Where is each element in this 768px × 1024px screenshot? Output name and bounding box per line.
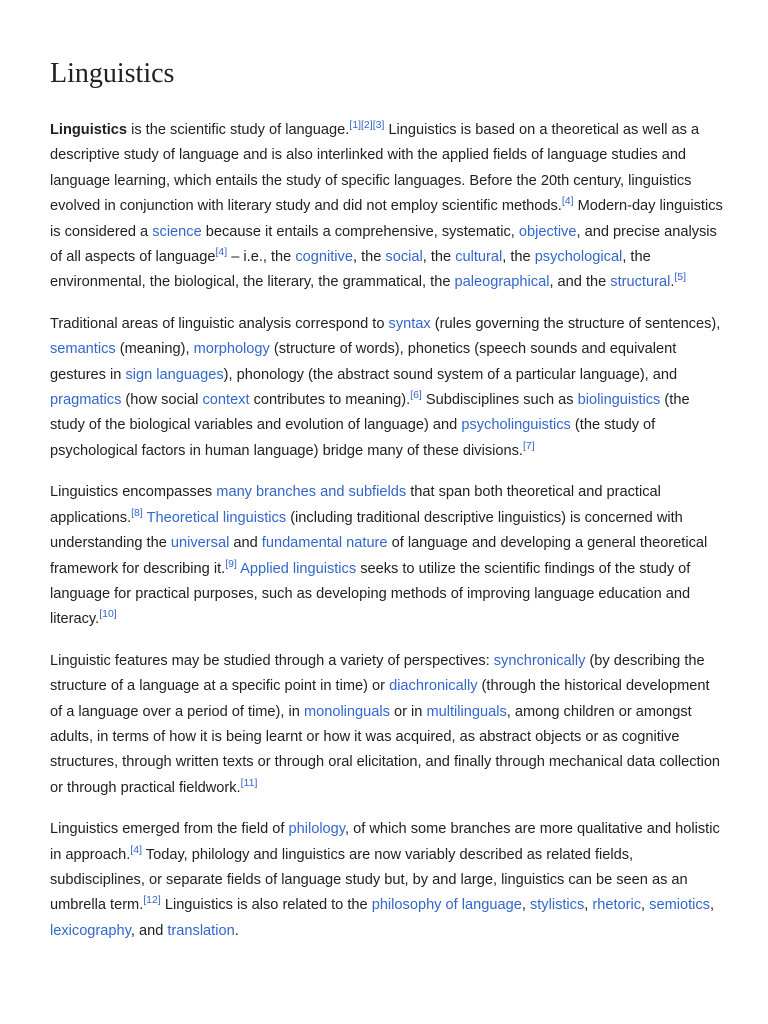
paragraph-text: of language and developing a general theoretical framework for describing it. <box>50 535 708 577</box>
citation-ref[interactable]: [4] <box>215 246 228 259</box>
paragraph-text: Linguistics is also related to the <box>160 897 372 914</box>
article-link[interactable]: pragmatics <box>50 392 122 409</box>
article-link[interactable]: philology <box>288 821 346 838</box>
article-link[interactable]: fundamental nature <box>261 535 388 552</box>
paragraph-text: Today, philology and linguistics are now variably described as related fields, subdisciplines, or separate fields of language study but, by and large, linguistics can be seen as an umbrella term. <box>50 846 688 914</box>
paragraph-text: , <box>709 897 715 914</box>
citation-ref[interactable]: [5] <box>674 271 687 284</box>
article-link[interactable]: structural <box>610 274 671 291</box>
article-paragraph <box>50 817 725 944</box>
paragraph-text: , the environmental, the biological, the literary, the grammatical, the <box>50 249 651 291</box>
paragraph-text: that span both theoretical and practical applications. <box>50 484 661 526</box>
citation-ref[interactable]: [10] <box>99 608 117 621</box>
paragraph-text: Subdisciplines such as <box>421 392 578 409</box>
article-link[interactable]: sign languages <box>125 366 224 383</box>
article-link[interactable]: stylistics <box>529 897 585 914</box>
citation-ref[interactable]: [6] <box>410 389 422 402</box>
article-link[interactable]: syntax <box>388 315 431 332</box>
paragraph-text: (structure of words), <box>269 341 408 358</box>
paragraph-text: Linguistics emerged from the field of <box>50 821 289 838</box>
article-content <box>50 118 725 960</box>
article-link[interactable]: synchronically <box>493 652 586 669</box>
paragraph-text: contributes to meaning). <box>249 392 411 409</box>
article-link[interactable]: cognitive <box>295 249 353 266</box>
article-link-visited[interactable]: language <box>285 122 346 138</box>
paragraph-text: (through the historical development of a language over a period of time), in <box>50 678 710 720</box>
citation-ref[interactable]: [9] <box>225 557 237 570</box>
article-link[interactable]: multilinguals <box>426 703 507 720</box>
paragraph-text: – i.e., the <box>227 249 296 266</box>
article-paragraph <box>50 312 725 464</box>
paragraph-text: (how social <box>121 392 203 409</box>
citation-ref[interactable]: [12] <box>143 894 161 907</box>
bold-term: Linguistics <box>50 122 128 138</box>
page-title: Linguistics <box>50 58 175 89</box>
citation-ref[interactable]: [7] <box>522 440 535 453</box>
paragraph-text: (including traditional descriptive linguistics) is concerned with understanding the <box>50 509 683 552</box>
article-link[interactable]: Theoretical linguistics <box>146 509 287 526</box>
paragraph-text: . <box>670 274 675 291</box>
article-link[interactable]: psycholinguistics <box>461 417 571 434</box>
paragraph-text: (the abstract sound system of a particular language), and <box>303 366 678 383</box>
paragraph-text: Linguistic features may be studied through a variety of perspectives: <box>50 652 494 669</box>
paragraph-text: , and <box>130 922 168 939</box>
paragraph-text: . <box>234 922 239 939</box>
paragraph-text: or in <box>389 703 427 720</box>
paragraph-text: , the <box>422 249 456 266</box>
article-link[interactable]: cultural <box>455 249 503 266</box>
citation-ref[interactable]: [2] <box>361 119 373 132</box>
paragraph-text: , <box>584 897 593 914</box>
article-link[interactable]: context <box>202 392 250 409</box>
paragraph-text: seeks to utilize the scientific findings of the study of language for practical purposes, such as developing methods of improving language education and literacy. <box>50 560 691 628</box>
article-paragraph <box>50 649 725 801</box>
article-link[interactable]: morphology <box>193 341 270 358</box>
article-link[interactable]: universal <box>170 535 230 552</box>
paragraph-text: because it entails a comprehensive, systematic, <box>201 223 519 240</box>
paragraph-text: , and the <box>549 274 611 291</box>
paragraph-text: Linguistics is based on a theoretical as well as a descriptive study of language and is also interlinked with the applied fields of language studies and language learning, which entails the study of specific languages. Before the 20th century, linguistics evolved in conjunction with literary study and did not employ scientific methods. <box>50 122 700 215</box>
paragraph-text: Modern-day linguistics is considered a <box>50 198 723 240</box>
article-link-visited[interactable]: phonology <box>236 366 304 383</box>
article-link[interactable]: semiotics <box>649 897 710 914</box>
article-paragraph <box>50 118 725 296</box>
article-paragraph <box>50 480 725 632</box>
article-link[interactable]: Applied linguistics <box>240 560 357 577</box>
article-link-visited[interactable]: phonetics <box>407 341 471 358</box>
paragraph-text: , the <box>502 249 535 266</box>
paragraph-text: , among children or amongst adults, in terms of how it is being learnt or how it was acquired, as abstract objects or as cognitive structures, through written texts or through oral elicitation, and finally through mechanical data collection or through practical fieldwork. <box>50 703 721 796</box>
article-link[interactable]: rhetoric <box>592 897 642 914</box>
article-link[interactable]: lexicography <box>50 922 131 939</box>
article-link[interactable]: diachronically <box>389 678 478 695</box>
article-link[interactable]: philosophy of language <box>371 897 522 914</box>
article-link[interactable]: psychological <box>534 249 623 266</box>
paragraph-text: , and precise analysis of all aspects of language <box>50 223 717 266</box>
paragraph-text: (by describing the structure of a language at a specific point in time) or <box>50 652 705 695</box>
paragraph-text: , of which some branches are more qualitative and holistic in approach. <box>50 821 720 863</box>
article-link[interactable]: social <box>385 249 423 266</box>
article-link[interactable]: translation <box>167 922 235 939</box>
paragraph-text: Traditional areas of linguistic analysis correspond to <box>50 315 389 332</box>
article-link[interactable]: paleographical <box>454 274 550 291</box>
citation-ref[interactable]: [3] <box>372 119 385 132</box>
article-link[interactable]: science <box>152 223 202 240</box>
citation-ref[interactable]: [8] <box>131 506 143 519</box>
paragraph-text: Linguistics encompasses <box>50 484 217 501</box>
paragraph-text: , <box>641 897 650 914</box>
paragraph-text: ), <box>223 366 237 383</box>
citation-ref[interactable]: [11] <box>240 776 258 789</box>
article-link[interactable]: objective <box>518 223 577 240</box>
paragraph-text: , the <box>352 249 386 266</box>
paragraph-text: , <box>521 897 530 914</box>
paragraph-text: . <box>345 122 350 138</box>
paragraph-text: and <box>229 535 262 552</box>
paragraph-text: (rules governing the structure of sentences), <box>430 315 721 332</box>
article-link[interactable]: semantics <box>50 341 116 358</box>
paragraph-text: (the study of psychological factors in human language) bridge many of these divisions. <box>50 417 656 459</box>
paragraph-text: (meaning), <box>115 341 194 358</box>
paragraph-text: (the study of the biological variables and evolution of language) and <box>50 392 690 434</box>
paragraph-text: (speech sounds and equivalent gestures in <box>50 341 677 383</box>
citation-ref[interactable]: [1] <box>349 119 362 132</box>
article-link[interactable]: biolinguistics <box>577 392 661 409</box>
article-link[interactable]: monolinguals <box>303 703 390 720</box>
citation-ref[interactable]: [4] <box>130 843 143 856</box>
article-link[interactable]: many branches and subfields <box>216 484 407 501</box>
citation-ref[interactable]: [4] <box>561 195 574 208</box>
paragraph-text: is the scientific study of <box>127 122 286 138</box>
